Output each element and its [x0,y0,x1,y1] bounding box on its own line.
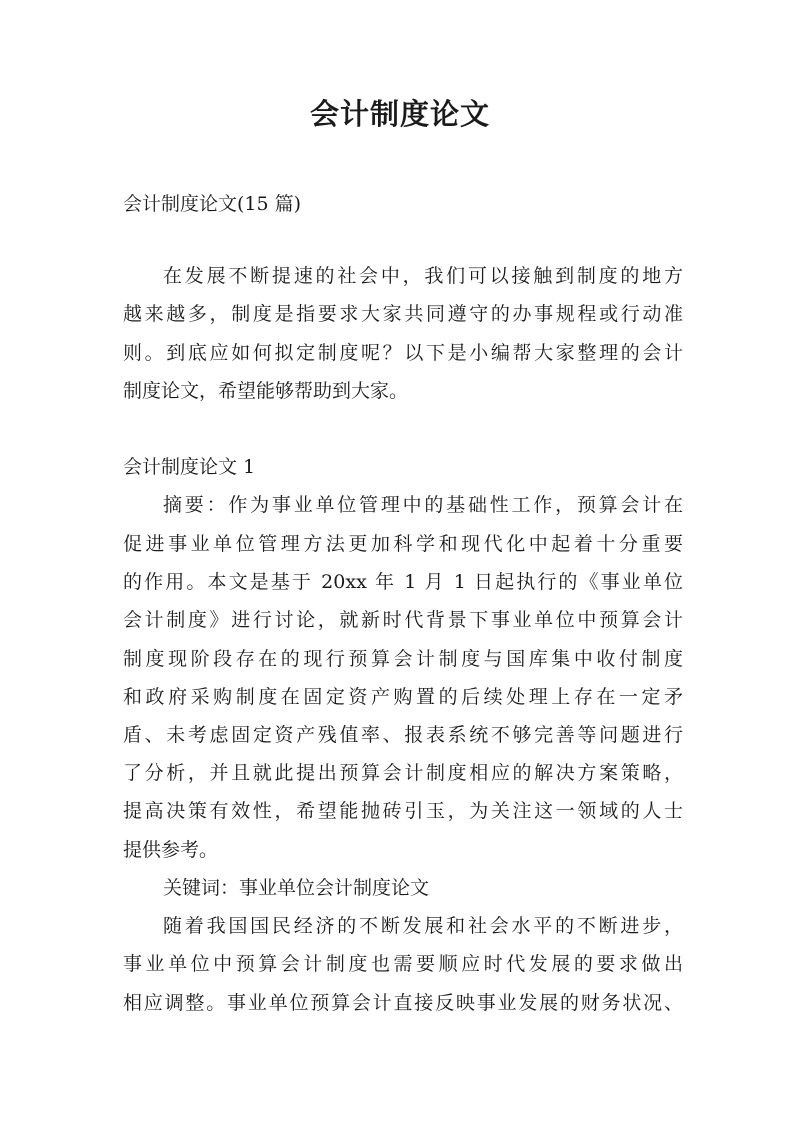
abstract-line: 制度现阶段存在的现行预算会计制度与国库集中收付制度 [123,648,683,670]
abstract-line: 和政府采购制度在固定资产购置的后续处理上存在一定矛 [123,686,683,708]
abstract-line: 提高决策有效性，希望能抛砖引玉，为关注这一领域的人士 [123,800,683,822]
body-line: 随着我国国民经济的不断发展和社会水平的不断进步， [163,915,683,937]
intro-line: 制度论文，希望能够帮助到大家。 [123,380,409,402]
intro-line: 越来越多，制度是指要求大家共同遵守的办事规程或行动准 [123,303,683,325]
body-line: 相应调整。事业单位预算会计直接反映事业发展的财务状况、 [123,992,683,1014]
abstract-line: 促进事业单位管理方法更加科学和现代化中起着十分重要 [123,533,683,555]
intro-line: 在发展不断提速的社会中，我们可以接触到制度的地方 [163,265,683,287]
intro-line: 则。到底应如何拟定制度呢？以下是小编帮大家整理的会计 [123,342,683,364]
abstract-line: 会计制度》进行讨论，就新时代背景下事业单位中预算会计 [123,609,683,631]
abstract-line: 摘要：作为事业单位管理中的基础性工作，预算会计在 [163,494,683,516]
abstract-line: 盾、未考虑固定资产残值率、报表系统不够完善等问题进行 [123,724,683,746]
section-heading: 会计制度论文 1 [123,456,256,478]
document-title: 会计制度论文 [309,97,490,131]
abstract-line: 了分析，并且就此提出预算会计制度相应的解决方案策略， [123,762,683,784]
document-subtitle: 会计制度论文(15 篇) [123,193,302,215]
abstract-line: 的作用。本文是基于 20xx 年 1 月 1 日起执行的《事业单位 [123,571,683,593]
abstract-line: 提供参考。 [123,839,219,861]
body-line: 事业单位中预算会计制度也需要顺应时代发展的要求做出 [123,953,683,975]
keywords-line: 关键词：事业单位会计制度论文 [163,877,430,899]
